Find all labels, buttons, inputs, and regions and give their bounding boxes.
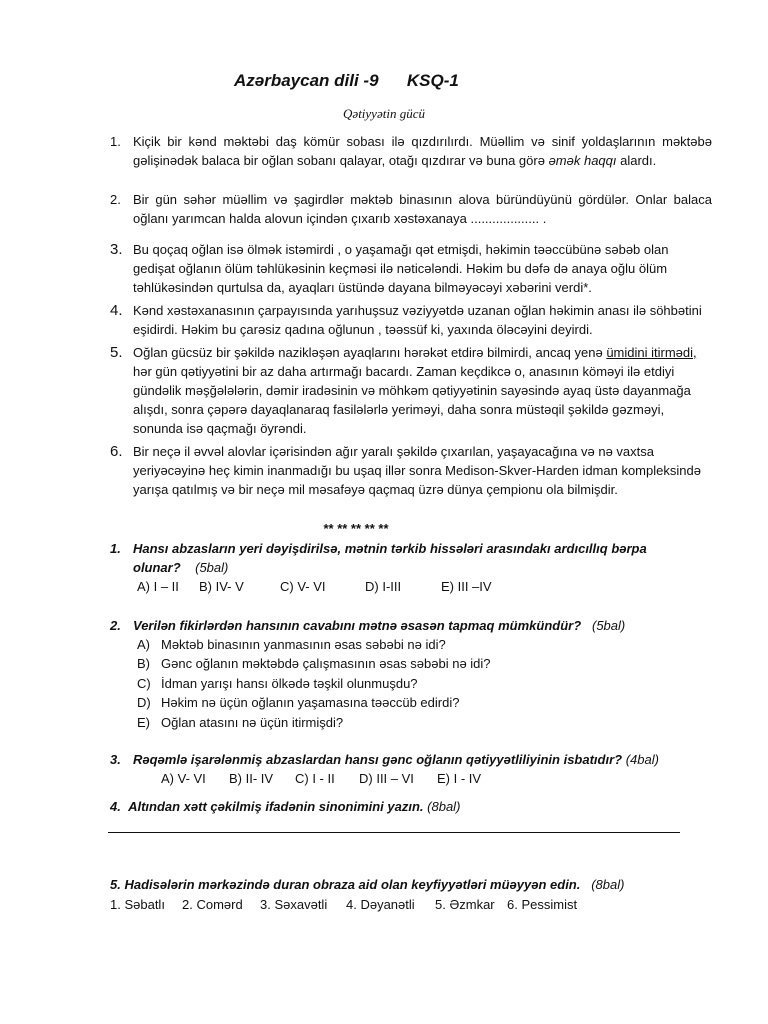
option-e[interactable]: E) I - IV	[437, 771, 482, 786]
question-points: (5bal)	[592, 618, 626, 633]
paragraph-6	[110, 442, 712, 499]
paragraph-1	[110, 132, 712, 170]
paragraph-2	[110, 190, 712, 228]
question-number: 1.	[110, 541, 121, 556]
question-1-options	[137, 577, 492, 596]
option-b[interactable]	[137, 654, 637, 673]
question-prompt: Verilən fikirlərdən hansının cavabını mətnə əsasən tapmaq mümkündür?	[133, 618, 582, 633]
question-prompt: Altından xətt çəkilmiş ifadənin sinonimini yazın.	[128, 799, 424, 814]
question-5-options	[110, 895, 577, 914]
option-a[interactable]: A) V- VI	[161, 771, 206, 786]
underlined-phrase: ümidini itirmədi,	[606, 345, 697, 360]
quality-option[interactable]: 4. Dəyanətli	[346, 897, 415, 912]
document-title: Azərbaycan dili -9 KSQ-1	[234, 71, 459, 90]
option-c[interactable]	[137, 674, 637, 693]
question-number: 5.	[110, 877, 121, 892]
option-text: Məktəb binasının yanmasının əsas səbəbi nə idi?	[161, 637, 446, 652]
paragraph-text: Kənd xəstəxanasının çarpayısında yarıhuşsuz vəziyyətdə uzanan oğlan həkimin anası ilə söhbətini eşidirdi. Həkim bu çarəsiz qadına oğlunun , təəssüf ki, yaxında öləcəyini deyirdi.	[133, 303, 702, 337]
question-3	[110, 750, 740, 769]
question-5	[110, 875, 624, 894]
paragraph-number: 3.	[110, 241, 123, 258]
paragraph-text: Bir neçə il əvvəl alovlar içərisindən ağır yaralı şəkildə çıxarılan, yaşayacağına və nə vaxtsa yeriyəcəyinə heç kimin inanmadığı bu uşaq illər sonra Medison-Skver-Harden idman kompleksində yarışa qatılmış və bir neçə mil məsafəyə qaçmaq üzrə dünya çempionu ola bilmişdir.	[133, 444, 701, 497]
option-b[interactable]: B) IV- V	[199, 579, 244, 594]
option-d[interactable]: D) I-III	[365, 579, 402, 594]
option-a[interactable]: A) I – II	[137, 579, 179, 594]
question-3-options	[161, 769, 481, 788]
paragraph-text-part: Oğlan gücsüz bir şəkildə nazikləşən ayaqlarını hərəkət etdirə bilmirdi, ancaq yenə	[133, 345, 607, 360]
paragraph-text: Bu qoçaq oğlan isə ölmək istəmirdi , o yaşamağı qət etmişdi, həkimin təəccübünə səbəb olan gedişat oğlanın ölüm təhlükəsinin keçməsi ilə nəticələndi. Həkim bu dəfə də anaya oğlu ölüm təhlükəsindən qurtulsa da, ayaqları üstündə dayana bilməyəcəyi xəbərini verdi*.	[133, 242, 669, 295]
option-label: D)	[137, 695, 151, 711]
option-c[interactable]: C) I - II	[295, 771, 335, 786]
question-2-options	[137, 635, 637, 732]
question-points: (8bal)	[427, 799, 461, 814]
question-text	[133, 750, 740, 769]
paragraph-text-part: alardı.	[616, 153, 657, 168]
question-1	[110, 539, 720, 577]
option-e[interactable]	[137, 713, 637, 732]
question-points: (4bal)	[625, 752, 659, 767]
question-2	[110, 616, 720, 635]
quality-option[interactable]: 5. Əzmkar	[435, 897, 495, 912]
question-prompt: Rəqəmlə işarələnmiş abzaslardan hansı gənc oğlanın qətiyyətliliyinin isbatıdır?	[133, 752, 623, 767]
option-text: İdman yarışı hansı ölkədə təşkil olunmuşdu?	[161, 675, 418, 691]
paragraph-text: Bir gün səhər müəllim və şagirdlər məktəb binasının alova büründüyünü gördülər. Onlar balaca oğlanı yarımcan halda alovun içindən çıxarıb xəstəxanaya ................... .	[133, 192, 712, 226]
paragraph-text	[133, 132, 712, 170]
question-4	[110, 797, 460, 816]
paragraph-number: 6.	[110, 443, 123, 460]
option-d[interactable]	[137, 693, 637, 712]
option-d[interactable]: D) III – VI	[359, 771, 414, 786]
question-points: (5bal)	[195, 560, 229, 575]
question-number: 3.	[110, 752, 121, 767]
option-label: C)	[137, 675, 151, 691]
quality-option[interactable]: 2. Comərd	[182, 897, 243, 912]
question-points: (8bal)	[591, 877, 625, 892]
option-c[interactable]: C) V- VI	[280, 579, 326, 594]
question-text	[133, 616, 720, 635]
question-prompt: Hansı abzasların yeri dəyişdirilsə, mətnin tərkib hissələri arasındakı ardıcıllıq bərpa olunar?	[133, 541, 647, 575]
italic-phrase: əmək haqqı	[548, 153, 617, 168]
answer-line[interactable]	[108, 832, 680, 833]
option-text: Həkim nə üçün oğlanın yaşamasına təəccüb edirdi?	[161, 695, 460, 711]
paragraph-5	[110, 343, 712, 438]
option-e[interactable]: E) III –IV	[441, 579, 492, 594]
paragraph-4	[110, 301, 712, 339]
option-label: B)	[137, 656, 150, 672]
question-number: 4.	[110, 799, 121, 814]
option-label: A)	[137, 637, 150, 652]
option-label: E)	[137, 714, 150, 730]
paragraph-text-part: hər gün qətiyyətini bir az daha artırmağı bacardı. Zaman keçdikcə o, anasının köməyi ilə etdiyi gündəlik məşğələlərin, dəmir iradəsinin və möhkəm qətiyyətinin sayəsində ayaq üstə dayanmağa alışdı, sonra çəpərə dayaqlanaraq fasilələrlə yeriməyi, daha sonra müstəqil şəkildə gəzməyi, sonunda isə qaçmağı öyrəndi.	[133, 364, 691, 436]
quality-option[interactable]: 1. Səbatlı	[110, 897, 165, 912]
quality-option[interactable]: 6. Pessimist	[507, 897, 578, 912]
paragraph-number: 2.	[110, 192, 121, 207]
separator-stars: ** ** ** ** **	[323, 521, 389, 536]
paragraph-number: 1.	[110, 134, 121, 149]
paragraph-text	[133, 343, 712, 438]
question-text	[133, 539, 720, 577]
question-number: 2.	[110, 618, 121, 633]
option-text: Oğlan atasını nə üçün itirmişdi?	[161, 714, 344, 730]
option-b[interactable]: B) II- IV	[229, 771, 274, 786]
question-prompt: Hadisələrin mərkəzində duran obraza aid olan keyfiyyətləri müəyyən edin.	[124, 877, 581, 892]
option-a[interactable]	[137, 635, 637, 654]
option-text: Gənc oğlanın məktəbdə çalışmasının əsas səbəbi nə idi?	[161, 656, 491, 672]
quality-option[interactable]: 3. Səxavətli	[260, 897, 328, 912]
paragraph-text-part: Kiçik bir kənd məktəbi daş kömür sobası ilə qızdırılırdı. Müəllim və sinif yoldaşlarının məktəbə gəlişinədək balaca bir oğlan sobanı qalayar, otağı qızdırar və buna görə	[133, 134, 712, 168]
paragraph-3	[110, 240, 712, 297]
paragraph-number: 4.	[110, 302, 123, 319]
document-subtitle: Qətiyyətin gücü	[343, 106, 425, 121]
paragraph-number: 5.	[110, 344, 123, 361]
